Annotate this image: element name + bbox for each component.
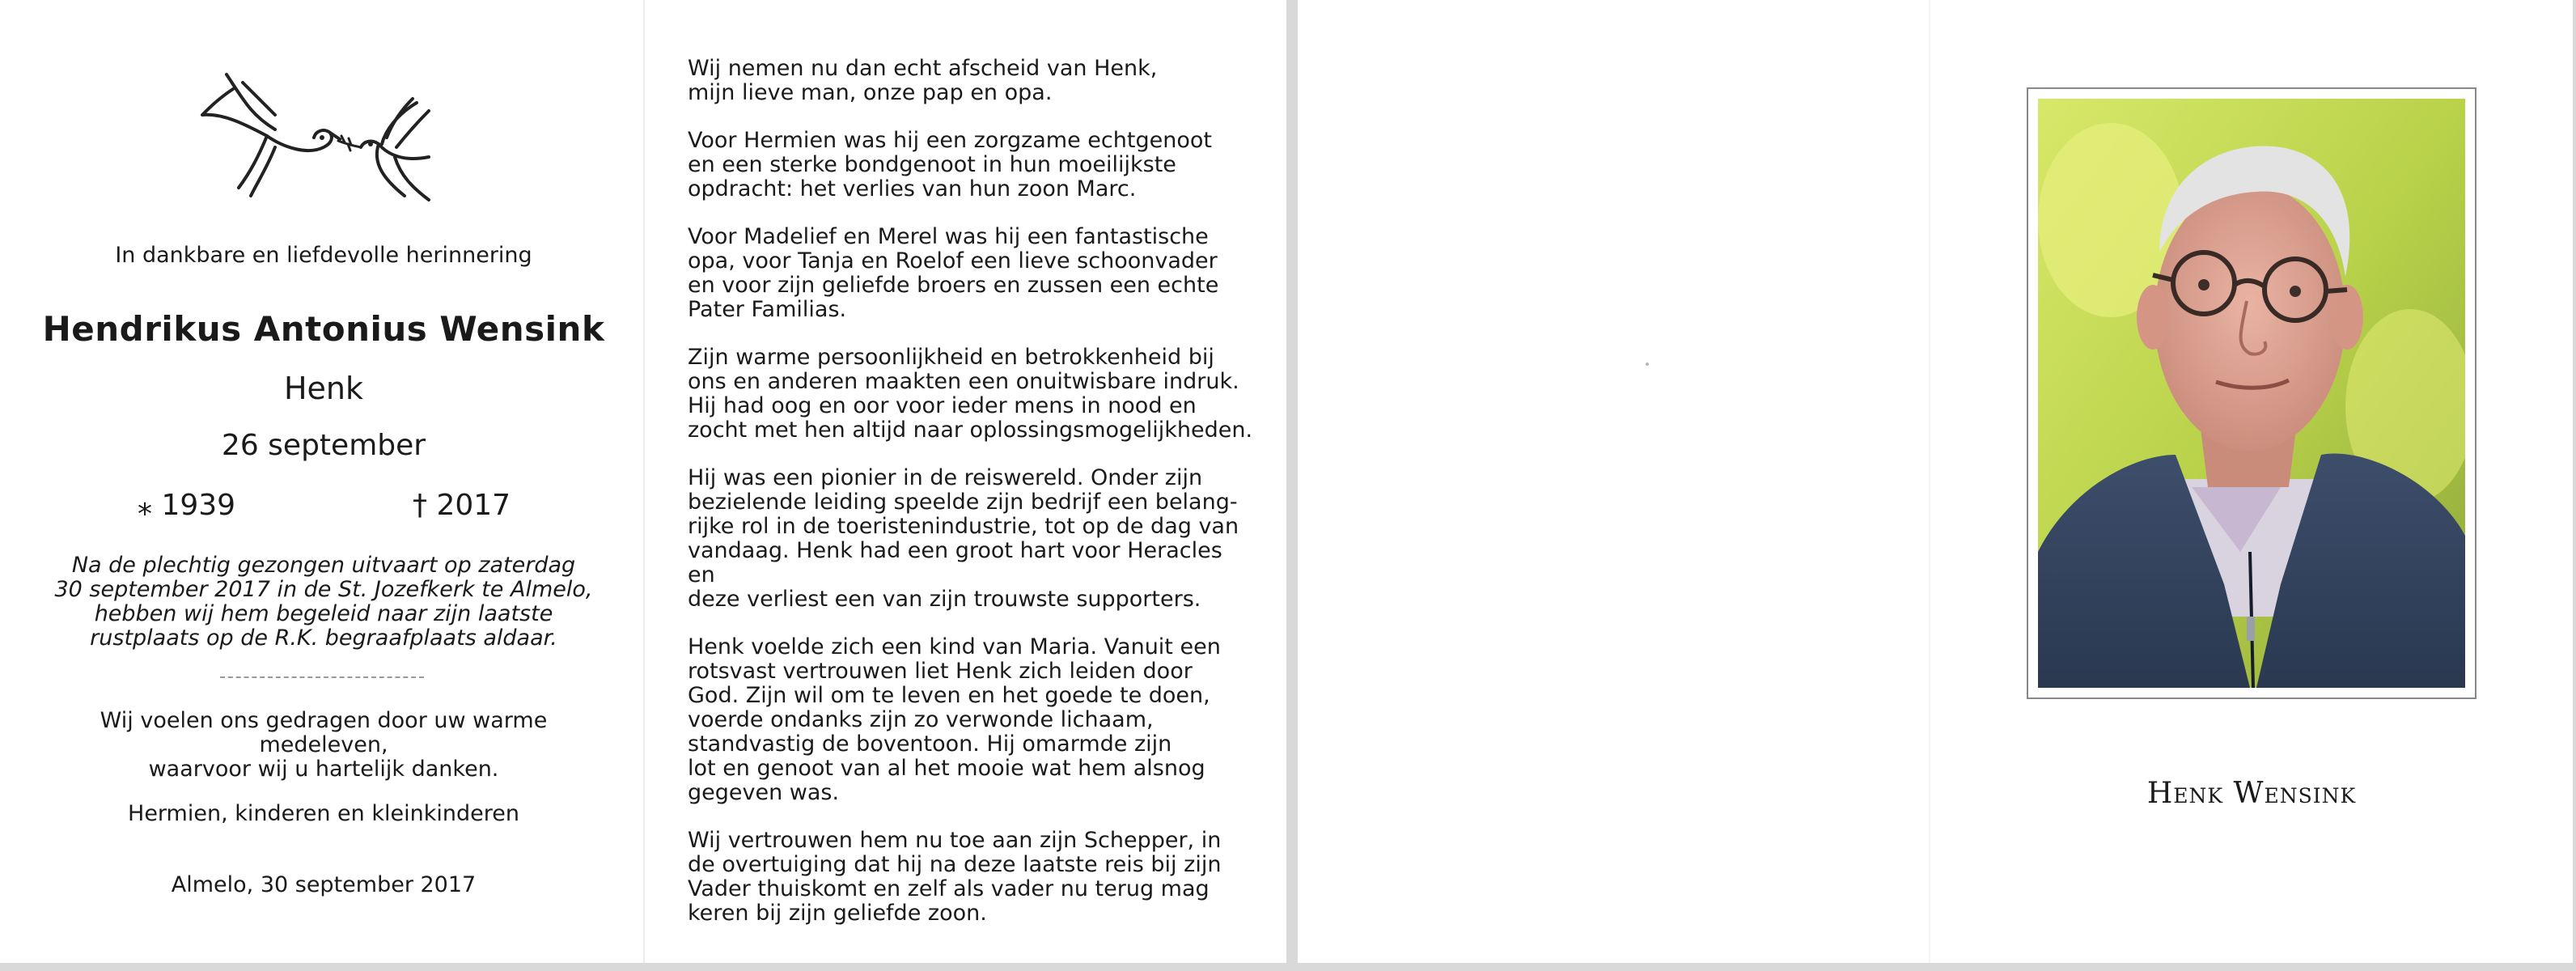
portrait-frame	[2027, 87, 2476, 699]
portrait-photo	[2038, 99, 2465, 688]
family-signature: Hermien, kinderen en kleinkinderen	[128, 801, 519, 826]
paper-speck	[1646, 363, 1649, 366]
doves-icon	[194, 66, 445, 220]
year-of-birth: ⁎ 1939	[138, 489, 236, 522]
divider	[220, 676, 424, 678]
year-of-death: † 2017	[413, 489, 511, 522]
birthday: 26 september	[221, 429, 426, 462]
cover-name: Henk Wensink	[2146, 777, 2357, 810]
eulogy-paragraph: Henk voelde zich een kind van Maria. Vanuit een rotsvast vertrouwen liet Henk zich leiden door God. Zijn wil om te leven en het goede te doen, voerde ondanks zijn zo verwonde lichaam, standvastig de boventoon. Hij omarmde zijn lot en genoot van al het mooie wat hem alsnog gegeven was.	[688, 634, 1221, 805]
intro-text: In dankbare en liefdevolle herinnering	[115, 243, 532, 268]
eulogy-paragraph: Hij was een pionier in de reiswereld. Onder zijn bezielende leiding speelde zijn bedrijf een belang- rijke rol in de toeristenindustrie, tot op de dag van vandaag. Henk had een groot hart voor Heracles en deze verliest een van zijn trouwste supporters.	[688, 465, 1239, 612]
eulogy-paragraph: Voor Hermien was hij een zorgzame echtgenoot en een sterke bondgenoot in hun moeilijkste opdracht: het verlies van hun zoon Marc.	[688, 128, 1212, 201]
thanks-text: Wij voelen ons gedragen door uw warme medeleven, waarvoor wij u hartelijk danken.	[100, 708, 548, 782]
eulogy-paragraph: Wij nemen nu dan echt afscheid van Henk, mijn lieve man, onze pap en opa.	[688, 56, 1158, 105]
place-date: Almelo, 30 september 2017	[171, 872, 477, 897]
card-fold	[1929, 0, 1930, 963]
funeral-text: Na de plechtig gezongen uitvaart op zaterdag 30 september 2017 in de St. Jozefkerk te Almelo, hebben wij hem begeleid naar zijn laatste rustplaats op de R.K. begraafplaats aldaar.	[54, 553, 593, 651]
eulogy-text	[688, 57, 1254, 949]
eulogy-paragraph: Zijn warme persoonlijkheid en betrokkenheid bij ons en anderen maakten een onuitwisbare indruk. Hij had oog en oor voor ieder mens in nood en zocht met hen altijd naar oplossingsmogelijkheden.	[688, 345, 1253, 443]
eulogy-paragraph: Voor Madelief en Merel was hij een fantastische opa, voor Tanja en Roelof een lieve schoonvader en voor zijn geliefde broers en zussen een echte Pater Familias.	[688, 224, 1219, 322]
full-name: Hendrikus Antonius Wensink	[42, 309, 605, 349]
nickname: Henk	[283, 371, 364, 406]
card-fold	[643, 0, 645, 963]
eulogy-paragraph: Wij vertrouwen hem nu toe aan zijn Schepper, in de overtuiging dat hij na deze laatste reis bij zijn Vader thuiskomt en zelf als vader nu terug mag keren bij zijn geliefde zoon.	[688, 828, 1222, 926]
memorial-card-inside	[0, 0, 1286, 963]
